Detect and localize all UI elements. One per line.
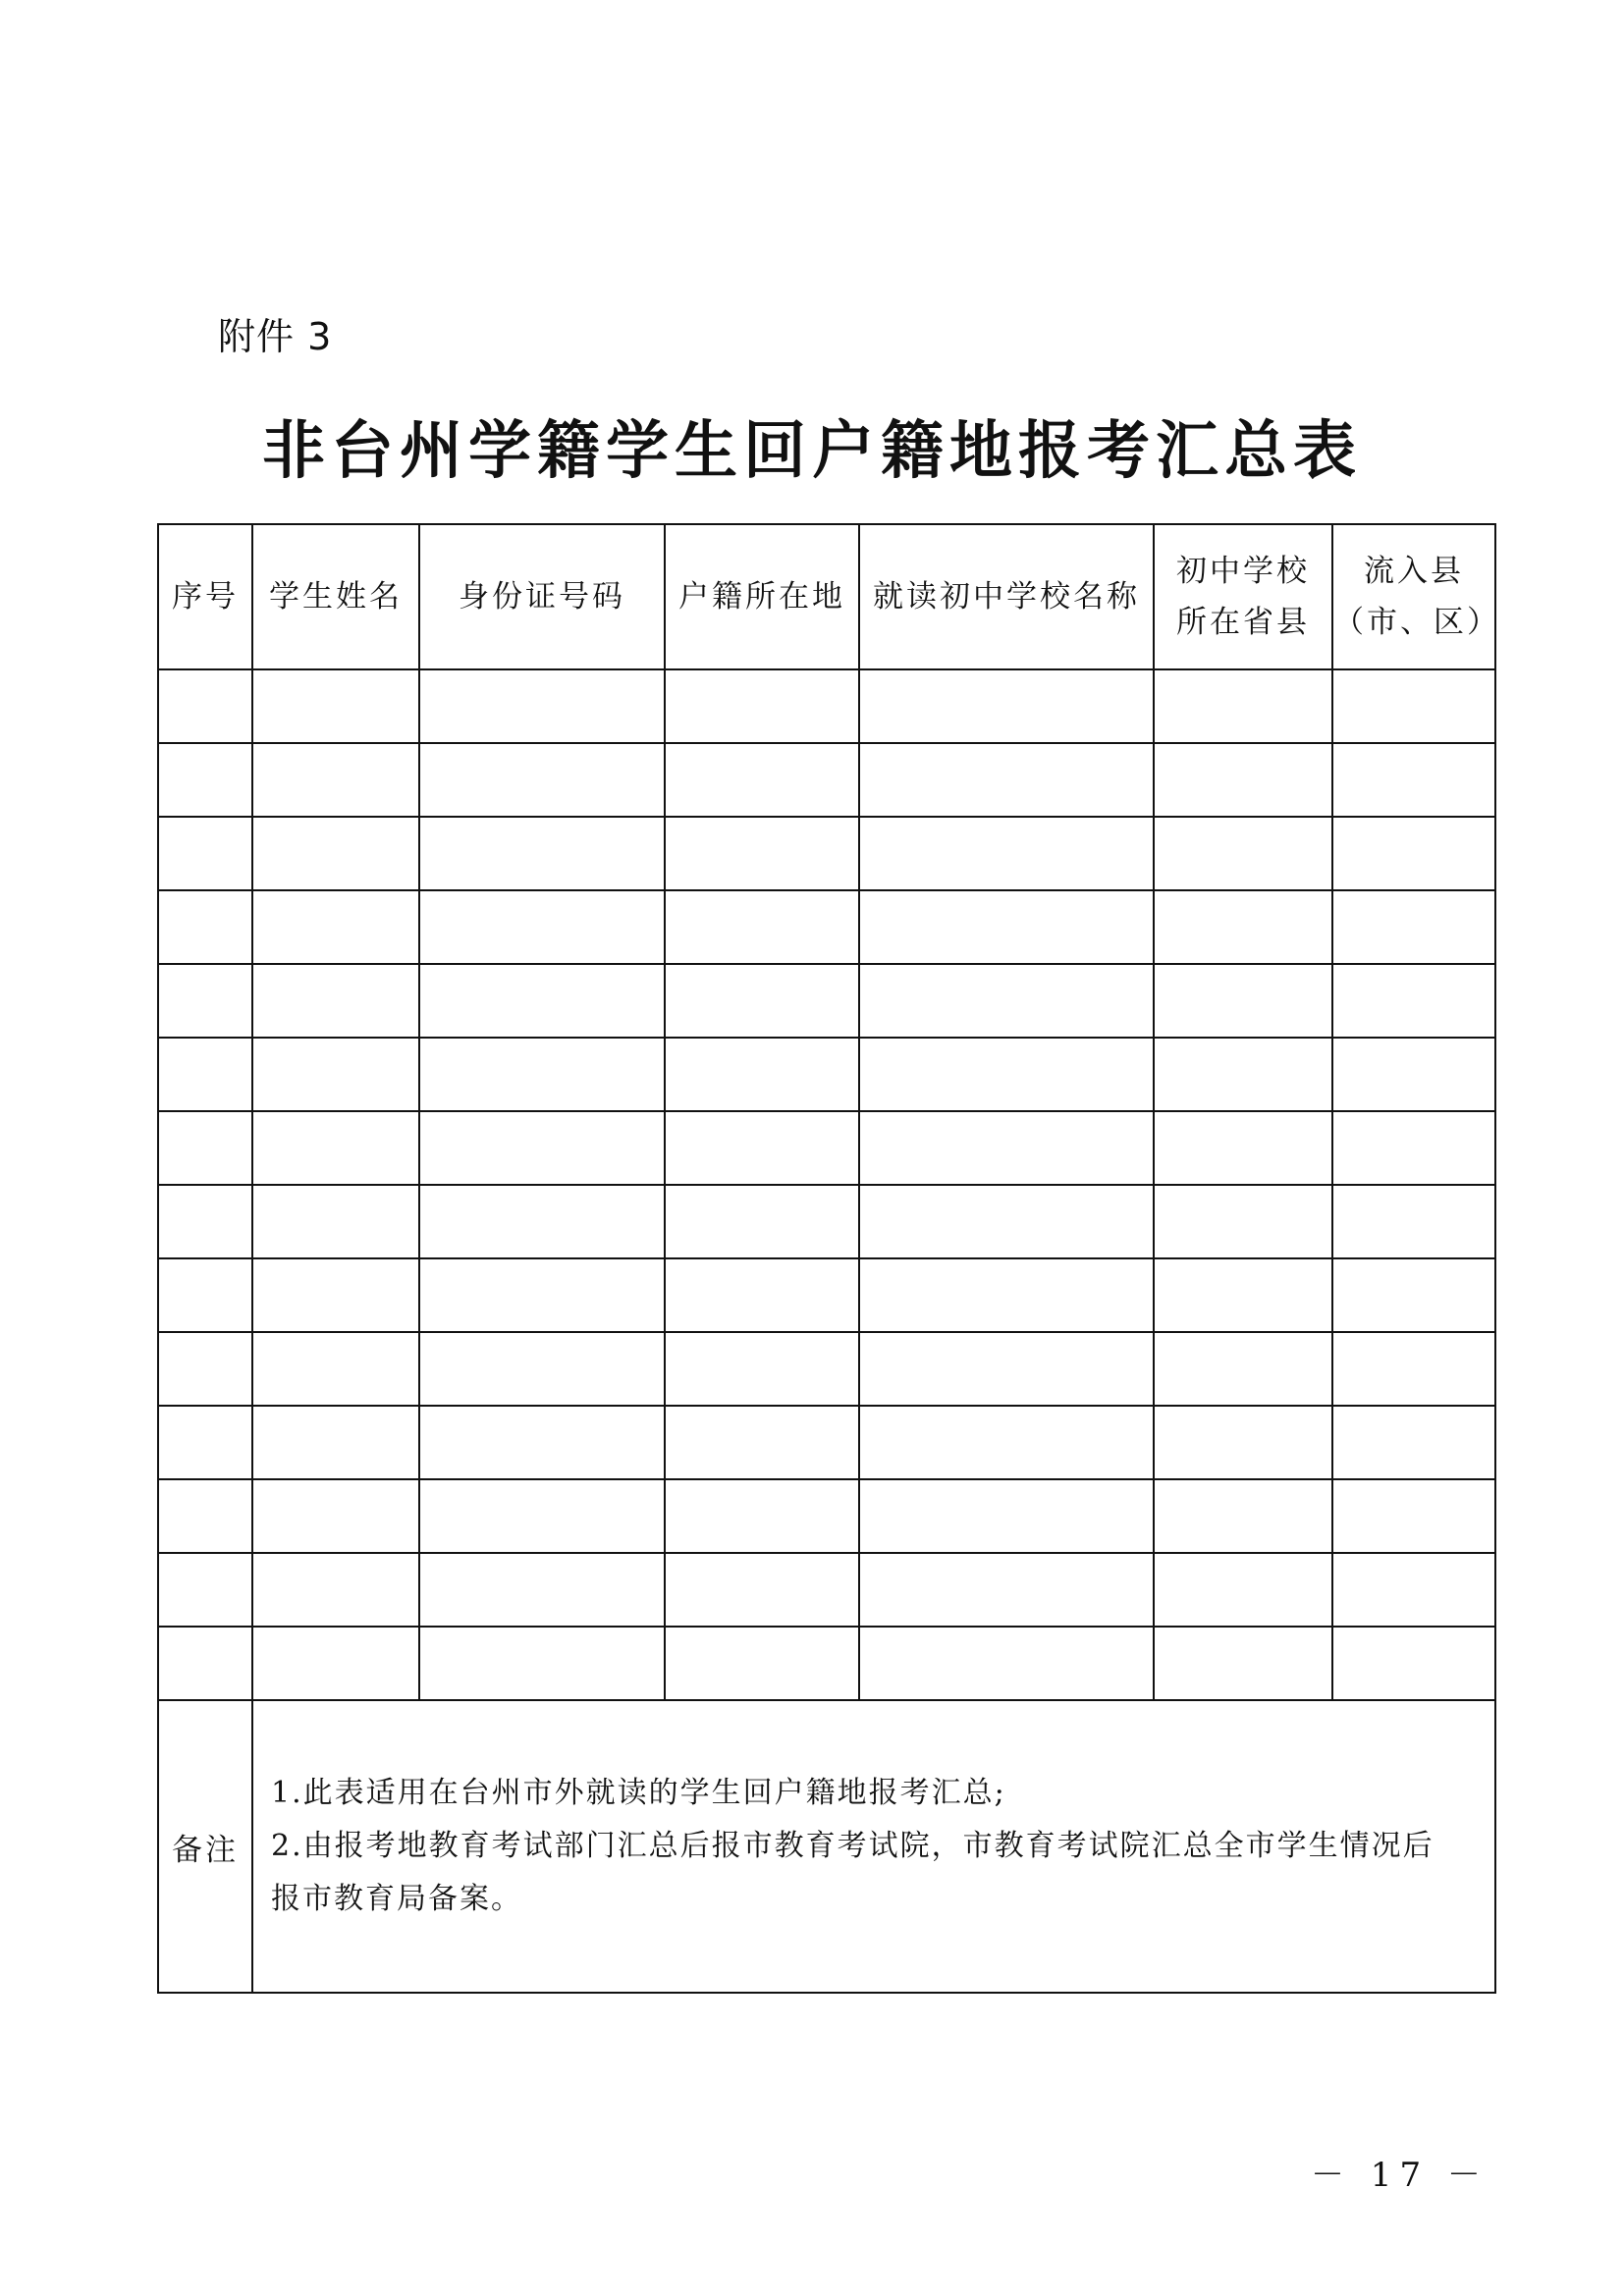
table-cell[interactable]: [1332, 817, 1495, 890]
table-cell[interactable]: [859, 669, 1154, 743]
table-cell[interactable]: [665, 1185, 859, 1258]
table-row: [158, 1479, 1495, 1553]
table-cell[interactable]: [859, 1258, 1154, 1332]
table-row: [158, 817, 1495, 890]
table-cell[interactable]: [665, 1627, 859, 1700]
table-cell[interactable]: [252, 1553, 419, 1627]
table-cell[interactable]: [1332, 964, 1495, 1038]
table-cell[interactable]: [419, 1185, 665, 1258]
table-cell[interactable]: [252, 743, 419, 817]
header-inflow-county-line2: （市、区）: [1333, 605, 1500, 640]
table-row: [158, 1332, 1495, 1406]
table-cell[interactable]: [158, 817, 252, 890]
table-cell[interactable]: [1332, 1111, 1495, 1185]
table-cell[interactable]: [1154, 669, 1332, 743]
table-cell[interactable]: [859, 964, 1154, 1038]
table-cell[interactable]: [158, 1258, 252, 1332]
table-cell[interactable]: [419, 1627, 665, 1700]
header-row: [158, 524, 1495, 669]
table-cell[interactable]: [665, 1332, 859, 1406]
table-cell[interactable]: [1154, 1553, 1332, 1627]
table-cell[interactable]: [158, 1038, 252, 1111]
table-cell[interactable]: [665, 890, 859, 964]
table-cell[interactable]: [158, 1332, 252, 1406]
table-cell[interactable]: [1154, 1627, 1332, 1700]
table-cell[interactable]: [1332, 1627, 1495, 1700]
table-cell[interactable]: [419, 890, 665, 964]
table-row: [158, 743, 1495, 817]
table-cell[interactable]: [1332, 743, 1495, 817]
table-cell[interactable]: [859, 817, 1154, 890]
table-cell[interactable]: [419, 1479, 665, 1553]
remarks-content: [252, 1700, 1495, 1993]
table-cell[interactable]: [665, 1553, 859, 1627]
table-cell[interactable]: [1154, 1185, 1332, 1258]
table-cell[interactable]: [419, 964, 665, 1038]
table-cell[interactable]: [1332, 1185, 1495, 1258]
header-household-location: 户籍所在地: [665, 524, 859, 669]
table-cell[interactable]: [158, 1627, 252, 1700]
table-cell[interactable]: [158, 1111, 252, 1185]
table-cell[interactable]: [158, 743, 252, 817]
table-cell[interactable]: [158, 964, 252, 1038]
table-cell[interactable]: [859, 1332, 1154, 1406]
table-cell[interactable]: [1332, 1553, 1495, 1627]
table-cell[interactable]: [252, 890, 419, 964]
table-cell[interactable]: [859, 1111, 1154, 1185]
page-number: － 17 －: [1311, 2156, 1489, 2195]
table-row: [158, 1553, 1495, 1627]
table-cell[interactable]: [419, 1553, 665, 1627]
table-cell[interactable]: [158, 669, 252, 743]
table-cell[interactable]: [665, 964, 859, 1038]
blank-rows: [158, 669, 1495, 1700]
table-cell[interactable]: [1332, 1479, 1495, 1553]
summary-table: [157, 523, 1500, 1994]
table-cell[interactable]: [859, 1406, 1154, 1479]
table-cell[interactable]: [252, 1258, 419, 1332]
table-row: [158, 1111, 1495, 1185]
table-cell[interactable]: [1154, 743, 1332, 817]
table-cell[interactable]: [1332, 1258, 1495, 1332]
table-row: [158, 669, 1495, 743]
table-cell[interactable]: [1154, 1406, 1332, 1479]
attachment-label: 附件 3: [218, 315, 333, 358]
remarks-line-2: 2.由报考地教育考试部门汇总后报市教育考试院，市教育考试院汇总全市学生情况后: [271, 1829, 1435, 1863]
table-cell[interactable]: [859, 1553, 1154, 1627]
header-inflow-county: [1332, 524, 1500, 669]
table-cell[interactable]: [859, 743, 1154, 817]
table-cell[interactable]: [252, 1406, 419, 1479]
table-cell[interactable]: [665, 669, 859, 743]
table-cell[interactable]: [419, 817, 665, 890]
page-title: 非台州学籍学生回户籍地报考汇总表: [262, 414, 1362, 488]
table-row: [158, 964, 1495, 1038]
table-cell[interactable]: [419, 1406, 665, 1479]
table-cell[interactable]: [1154, 964, 1332, 1038]
table-row: [158, 1627, 1495, 1700]
table-cell[interactable]: [859, 1479, 1154, 1553]
table-cell[interactable]: [859, 1038, 1154, 1111]
table-cell[interactable]: [665, 1111, 859, 1185]
table-cell[interactable]: [665, 743, 859, 817]
table-row: [158, 1258, 1495, 1332]
table-cell[interactable]: [419, 1332, 665, 1406]
table-cell[interactable]: [1332, 890, 1495, 964]
table-cell[interactable]: [252, 1038, 419, 1111]
table-cell[interactable]: [158, 1479, 252, 1553]
header-school-province-county: [1154, 524, 1332, 669]
header-middle-school-name: 就读初中学校名称: [859, 524, 1154, 669]
remarks-line-3: 报市教育局备案。: [271, 1882, 522, 1916]
table-cell[interactable]: [665, 817, 859, 890]
table-cell[interactable]: [1332, 1332, 1495, 1406]
table-cell[interactable]: [252, 1185, 419, 1258]
table-cell[interactable]: [1154, 817, 1332, 890]
header-school-province-county-line2: 所在省县: [1176, 605, 1310, 640]
table-cell[interactable]: [158, 1553, 252, 1627]
table-row: [158, 1185, 1495, 1258]
table-cell[interactable]: [158, 1185, 252, 1258]
table-row: [158, 1406, 1495, 1479]
table-cell[interactable]: [1154, 1111, 1332, 1185]
table-cell[interactable]: [1332, 1406, 1495, 1479]
header-inflow-county-line1: 流入县: [1364, 554, 1464, 589]
table-cell[interactable]: [859, 890, 1154, 964]
table-cell[interactable]: [252, 1111, 419, 1185]
table-cell[interactable]: [1154, 1479, 1332, 1553]
table-cell[interactable]: [158, 890, 252, 964]
table-cell[interactable]: [252, 964, 419, 1038]
table-row: [158, 890, 1495, 964]
header-id-number: 身份证号码: [419, 524, 665, 669]
table-cell[interactable]: [252, 669, 419, 743]
table-cell[interactable]: [419, 669, 665, 743]
table-cell[interactable]: [252, 817, 419, 890]
remarks-line-1: 1.此表适用在台州市外就读的学生回户籍地报考汇总;: [271, 1776, 1006, 1810]
table-cell[interactable]: [1332, 669, 1495, 743]
table-cell[interactable]: [1154, 1332, 1332, 1406]
table-cell[interactable]: [859, 1185, 1154, 1258]
header-student-name: 学生姓名: [252, 524, 419, 669]
table-cell[interactable]: [252, 1627, 419, 1700]
table-cell[interactable]: [252, 1332, 419, 1406]
table-cell[interactable]: [665, 1038, 859, 1111]
table-row: [158, 1038, 1495, 1111]
header-school-province-county-line1: 初中学校: [1176, 554, 1310, 589]
table-cell[interactable]: [1154, 890, 1332, 964]
table-cell[interactable]: [665, 1479, 859, 1553]
table-cell[interactable]: [158, 1406, 252, 1479]
remarks-row: [158, 1700, 1495, 1993]
table-cell[interactable]: [1154, 1038, 1332, 1111]
table-cell[interactable]: [859, 1627, 1154, 1700]
table-cell[interactable]: [419, 1038, 665, 1111]
table-cell[interactable]: [665, 1258, 859, 1332]
table-cell[interactable]: [419, 1258, 665, 1332]
table-cell[interactable]: [419, 1111, 665, 1185]
table-cell[interactable]: [1154, 1258, 1332, 1332]
table-cell[interactable]: [252, 1479, 419, 1553]
remarks-label: 备注: [158, 1700, 252, 1993]
table-cell[interactable]: [665, 1406, 859, 1479]
table-cell[interactable]: [1332, 1038, 1495, 1111]
table-cell[interactable]: [419, 743, 665, 817]
header-serial-number: 序号: [158, 524, 252, 669]
